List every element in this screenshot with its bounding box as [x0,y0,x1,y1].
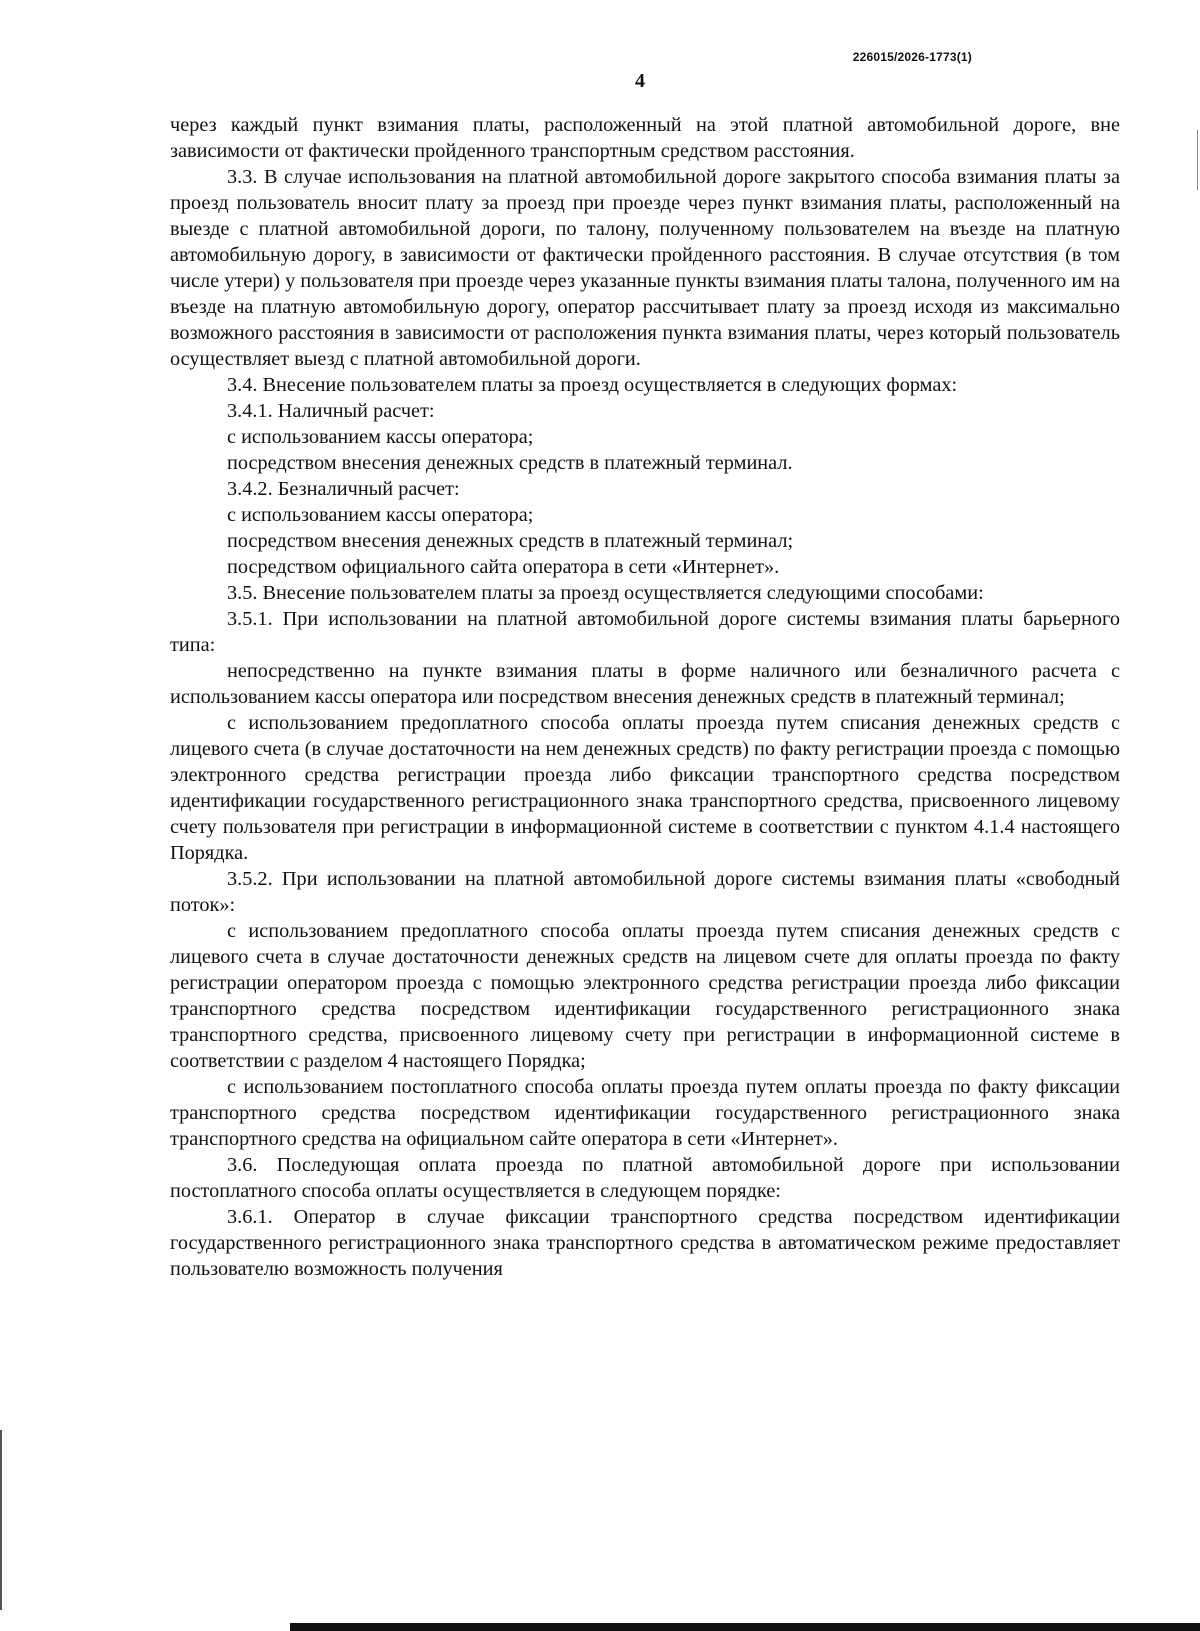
list-item: с использованием кассы оператора; [227,426,534,448]
scan-edge-mark [0,1430,2,1610]
list-item: с использованием предоплатного способа оплаты проезда путем списания денежных средств с лицевого счета в случае достаточности денежных средств на лицевом счете для оплаты проезда по факту регистрации оператором проезда с помощью электронного средства регистрации проезда либо фиксации транспортного средства посредством идентификации государственного регистрационного знака транспортного средства, присвоенного лицевому счету при регистрации в информационной системе в соответствии с разделом 4 настоящего Порядка; [170,920,1120,1072]
list-item: посредством внесения денежных средств в платежный терминал; [227,530,794,552]
scan-bottom-bar [290,1623,1200,1631]
document-body [170,112,1120,1282]
list-item: с использованием постоплатного способа оплаты проезда путем оплаты проезда по факту фиксации транспортного средства посредством идентификации государственного регистрационного знака транспортного средства на официальном сайте оператора в сети «Интернет». [170,1076,1120,1150]
paragraph-3-4: 3.4. Внесение пользователем платы за проезд осуществляется в следующих формах: [227,374,958,396]
paragraph-3-5-1: 3.5.1. При использовании на платной автомобильной дороге системы взимания платы барьерного типа: [170,608,1120,656]
paragraph-continuation: через каждый пункт взимания платы, расположенный на этой платной автомобильной дороге, вне зависимости от фактически пройденного транспортным средством расстояния. [170,114,1120,162]
document-number: 226015/2026-1773(1) [852,50,972,64]
paragraph-3-4-2: 3.4.2. Безналичный расчет: [227,478,460,500]
page-number: 4 [635,70,645,92]
list-item: посредством официального сайта оператора в сети «Интернет». [227,556,780,578]
paragraph-3-5: 3.5. Внесение пользователем платы за проезд осуществляется следующими способами: [227,582,984,604]
paragraph-3-6-1: 3.6.1. Оператор в случае фиксации транспортного средства посредством идентификации государственного регистрационного знака транспортного средства в автоматическом режиме предоставляет пользователю возможность получения [170,1206,1120,1280]
scan-edge-mark [1197,130,1198,190]
paragraph-3-5-2: 3.5.2. При использовании на платной автомобильной дороге системы взимания платы «свободный поток»: [170,868,1120,916]
list-item: посредством внесения денежных средств в платежный терминал. [227,452,793,474]
list-item: с использованием кассы оператора; [227,504,534,526]
paragraph-3-3: 3.3. В случае использования на платной автомобильной дороге закрытого способа взимания платы за проезд пользователь вносит плату за проезд при проезде через пункт взимания платы, расположенный на выезде с платной автомобильной дороги, по талону, полученному пользователем на въезде на платную автомобильную дорогу, в зависимости от фактически пройденного расстояния. В случае отсутствия (в том числе утери) у пользователя при проезде через указанные пункты взимания платы талона, полученного им на въезде на платную автомобильную дорогу, оператор рассчитывает плату за проезд исходя из максимально возможного расстояния в зависимости от расположения пункта взимания платы, через который пользователь осуществляет выезд с платной автомобильной дороги. [170,166,1120,370]
list-item: с использованием предоплатного способа оплаты проезда путем списания денежных средств с лицевого счета (в случае достаточности на нем денежных средств) по факту регистрации проезда с помощью электронного средства регистрации проезда либо фиксации транспортного средства посредством идентификации государственного регистрационного знака транспортного средства, присвоенного лицевому счету пользователя при регистрации в информационной системе в соответствии с пунктом 4.1.4 настоящего Порядка. [170,712,1120,864]
paragraph-3-4-1: 3.4.1. Наличный расчет: [227,400,435,422]
list-item: непосредственно на пункте взимания платы в форме наличного или безналичного расчета с использованием кассы оператора или посредством внесения денежных средств в платежный терминал; [170,660,1120,708]
paragraph-3-6: 3.6. Последующая оплата проезда по платной автомобильной дороге при использовании постоплатного способа оплаты осуществляется в следующем порядке: [170,1154,1120,1202]
